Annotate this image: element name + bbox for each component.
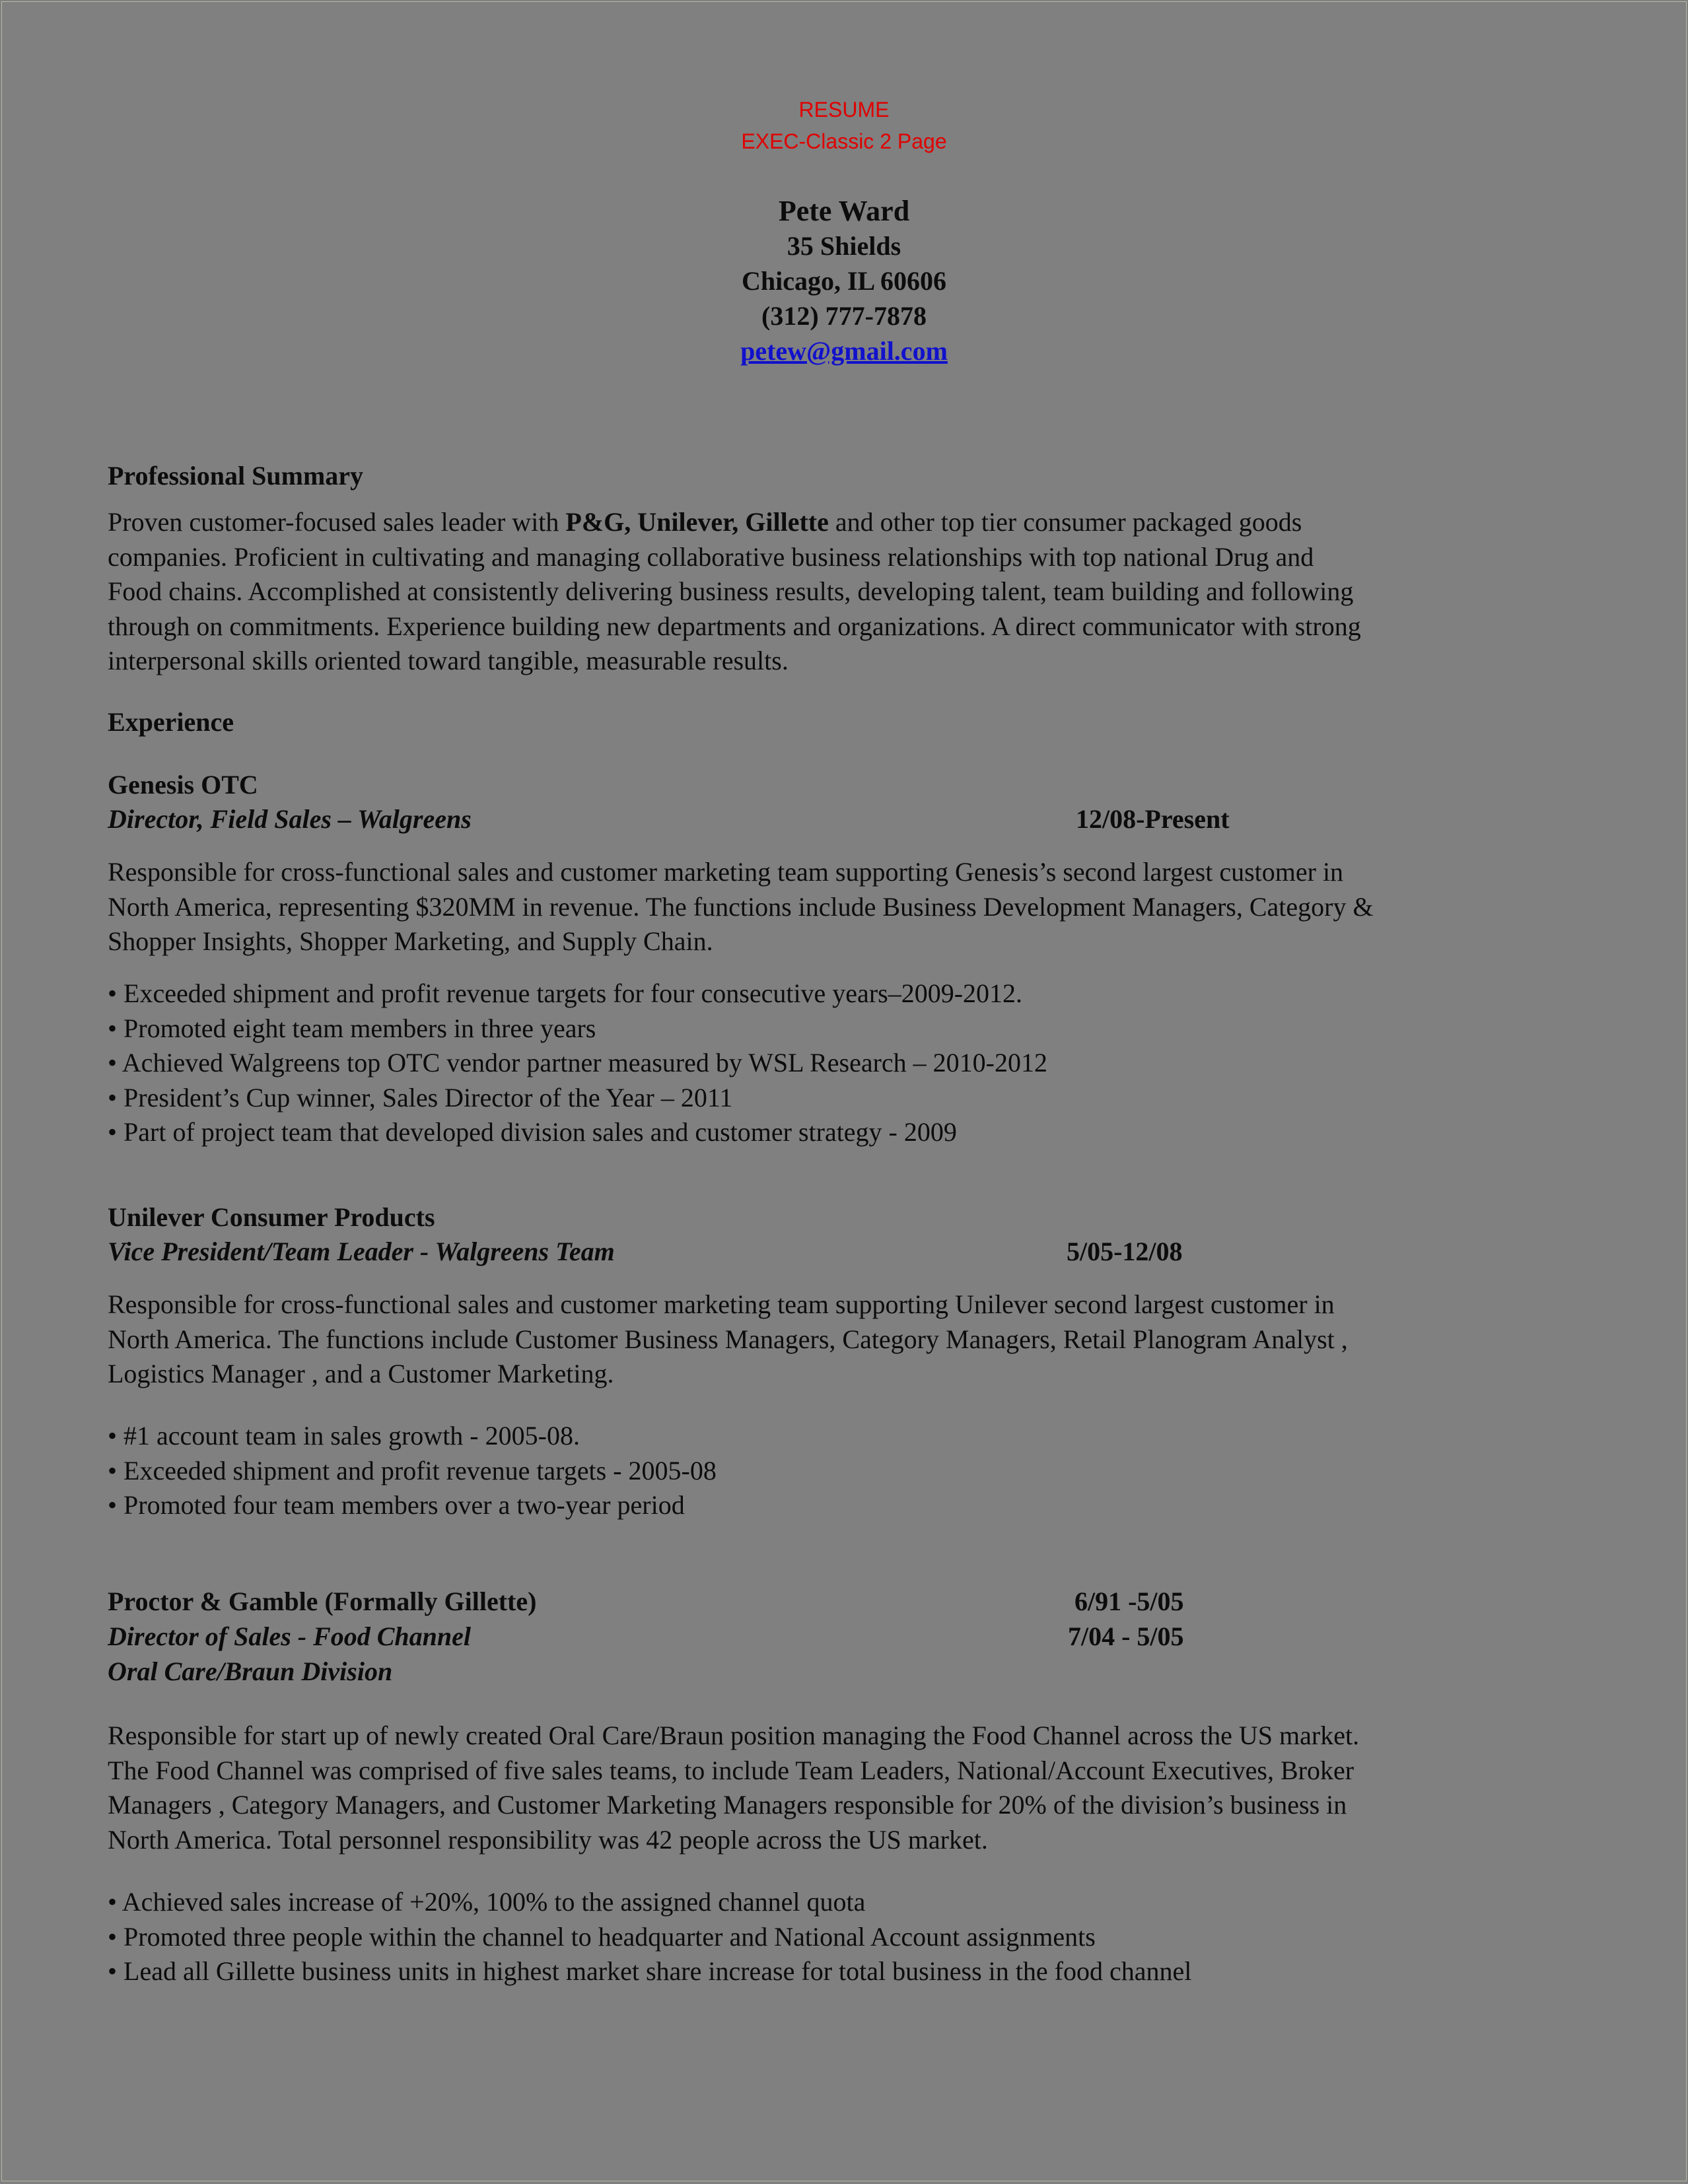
address-line: 35 Shields (787, 231, 901, 261)
summary-line: through on commitments. Experience building new departments and organizations. A direct communicator with strong (108, 611, 1361, 641)
achievement-item: • Part of project team that developed division sales and customer strategy - 2009 (108, 1117, 957, 1147)
job-description (108, 1287, 1348, 1392)
achievement-item: • Achieved Walgreens top OTC vendor partner measured by WSL Research – 2010-2012 (108, 1048, 1047, 1077)
achievement-item: • President’s Cup winner, Sales Director of the Year – 2011 (108, 1082, 733, 1112)
company-name: Genesis OTC (108, 770, 258, 800)
achievement-list (108, 1419, 717, 1523)
summary-line: interpersonal skills oriented toward tangible, measurable results. (108, 646, 789, 675)
description-line: Responsible for cross-functional sales and customer marketing team supporting Genesis’s second largest customer in (108, 857, 1344, 887)
achievement-item: • Promoted three people within the channel to headquarter and National Account assignments (108, 1921, 1096, 1952)
summary-line (108, 505, 1361, 540)
achievement-item: • Achieved sales increase of +20%, 100% to the assigned channel quota (108, 1887, 866, 1917)
company-dates: 6/91 -5/05 (1074, 1587, 1184, 1616)
division-name: Oral Care/Braun Division (108, 1656, 393, 1686)
description-line: Responsible for cross-functional sales and customer marketing team supporting Unilever second largest customer in (108, 1289, 1335, 1319)
company-name: Proctor & Gamble (Formally Gillette) (108, 1587, 537, 1616)
achievement-list (108, 1885, 1191, 1989)
summary-line: companies. Proficient in cultivating and managing collaborative business relationships with top national Drug and (108, 541, 1314, 572)
candidate-name: Pete Ward (778, 195, 910, 227)
achievement-list (108, 976, 1047, 1150)
description-line: North America. Total personnel responsibility was 42 people across the US market. (108, 1824, 988, 1855)
job-title: Vice President/Team Leader - Walgreens Team (108, 1237, 615, 1266)
description-line: Logistics Manager , and a Customer Marketing. (108, 1359, 614, 1388)
city-line: Chicago, IL 60606 (741, 266, 947, 296)
job-dates: 5/05-12/08 (1067, 1237, 1183, 1266)
description-line: The Food Channel was comprised of five sales teams, to include Team Leaders, National/Account Executives, Broker (108, 1755, 1354, 1785)
summary-line: Food chains. Accomplished at consistently delivering business results, developing talent, team building and following (108, 576, 1354, 606)
company-name: Unilever Consumer Products (108, 1202, 435, 1232)
description-line: North America, representing $320MM in revenue. The functions include Business Development Managers, Category & (108, 891, 1374, 922)
experience-heading: Experience (108, 707, 234, 737)
description-line: Responsible for start up of newly created Oral Care/Braun position managing the Food Channel across the US market. (108, 1721, 1360, 1750)
job-dates: 7/04 - 5/05 (1068, 1621, 1184, 1651)
summary-text: Proven customer-focused sales leader with (108, 507, 566, 537)
achievement-item: • Exceeded shipment and profit revenue targets - 2005-08 (108, 1455, 717, 1485)
summary-heading: Professional Summary (108, 461, 364, 491)
description-line: Managers , Category Managers, and Customer Marketing Managers responsible for 20% of the division’s business in (108, 1790, 1347, 1820)
job-description (108, 1719, 1359, 1857)
summary-text: and other top tier consumer packaged goods (828, 507, 1302, 537)
doc-label-template: EXEC-Classic 2 Page (741, 129, 947, 153)
job-dates: 12/08-Present (1076, 804, 1230, 834)
achievement-item: • #1 account team in sales growth - 2005-08. (108, 1421, 580, 1450)
job-description (108, 855, 1374, 959)
achievement-item: • Promoted eight team members in three years (108, 1013, 596, 1043)
job-title: Director, Field Sales – Walgreens (108, 804, 472, 834)
job-title: Director of Sales - Food Channel (108, 1621, 472, 1651)
description-line: Shopper Insights, Shopper Marketing, and Supply Chain. (108, 926, 713, 956)
summary-paragraph (108, 505, 1361, 679)
phone-line: (312) 777-7878 (761, 301, 927, 331)
achievement-item: • Promoted four team members over a two-year period (108, 1490, 685, 1520)
email-link[interactable]: petew@gmail.com (740, 336, 948, 366)
achievement-item: • Exceeded shipment and profit revenue targets for four consecutive years–2009-2012. (108, 978, 1023, 1008)
resume-page (1, 1, 1687, 2181)
description-line: North America. The functions include Customer Business Managers, Category Managers, Retail Planogram Analyst , (108, 1324, 1348, 1354)
achievement-item: • Lead all Gillette business units in highest market share increase for total business in the food channel (108, 1956, 1192, 1986)
contact-header (2, 193, 1686, 368)
doc-label-resume: RESUME (798, 98, 890, 121)
summary-companies: P&G, Unilever, Gillette (565, 507, 829, 537)
